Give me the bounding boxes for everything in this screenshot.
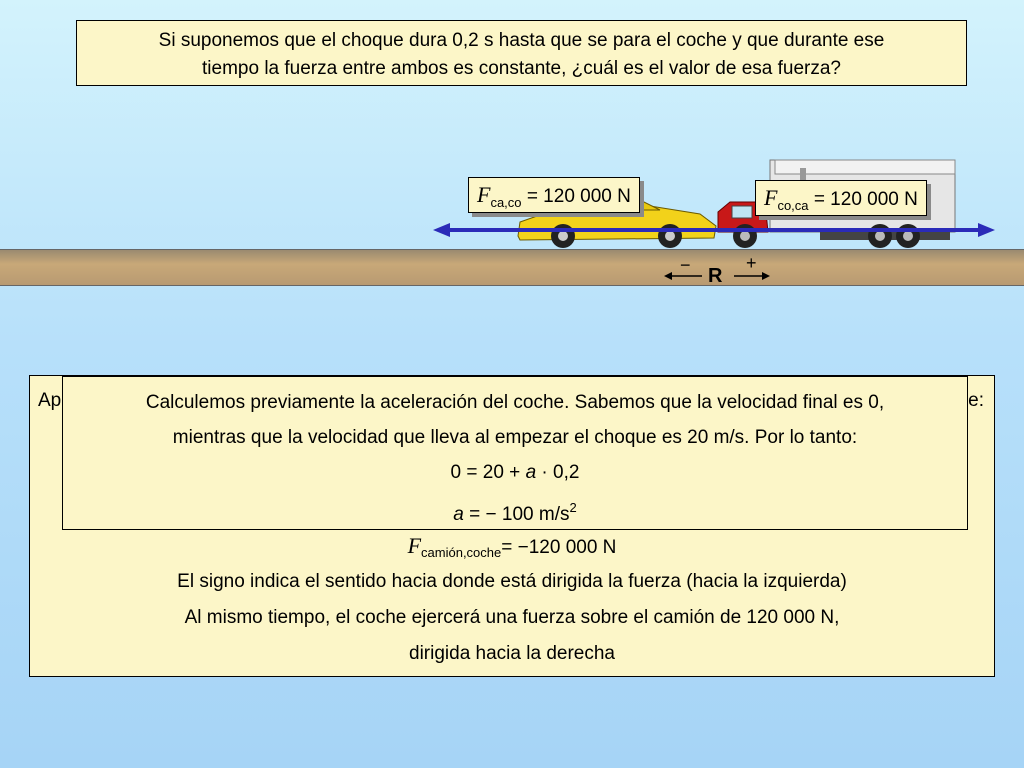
direction-line: dirigida hacia la derecha: [409, 643, 615, 664]
solution-partial-text-end: e:: [968, 390, 984, 411]
accel-line-2: mientras que la velocidad que lleva al empezar el choque es 20 m/s. Por lo tanto:: [172, 427, 858, 448]
axis-label: R: [708, 265, 723, 287]
force-label-truck-on-car: $F_{ca,co} = 120$ 000 N: [468, 177, 640, 213]
accel-equation-2: a = − 100 $m/s^2$: [453, 500, 577, 525]
car-force-line: Al mismo tiempo, el coche ejercerá una fuerza sobre el camión de 120 000 N,: [184, 607, 840, 628]
sign-explanation: El signo indica el sentido hacia donde está dirigida la fuerza (hacia la izquierda): [177, 571, 847, 592]
acceleration-box: [62, 376, 968, 530]
solution-partial-text: Ap: [38, 390, 62, 411]
force-label-car-on-truck: $F_{co,ca} = 120$ 000 N: [755, 180, 927, 216]
reference-axis: [662, 255, 772, 295]
accel-line-1: Calculemos previamente la aceleración del coche. Sabemos que la velocidad final es 0,: [145, 392, 885, 413]
axis-minus: −: [680, 255, 691, 275]
axis-plus: +: [746, 253, 757, 273]
axis-arrows-icon: [662, 255, 772, 295]
result-equation: $F_{camión,coche}= -120$ 000 N: [407, 533, 617, 560]
question-line-1: Si suponemos que el choque dura 0,2 s hasta que se para el coche y que durante ese: [158, 30, 885, 51]
collision-scene: [0, 0, 1024, 300]
accel-equation-1: 0 = 20 + a · 0,2: [450, 462, 580, 483]
question-line-2: tiempo la fuerza entre ambos es constante, ¿cuál es el valor de esa fuerza?: [202, 58, 841, 79]
